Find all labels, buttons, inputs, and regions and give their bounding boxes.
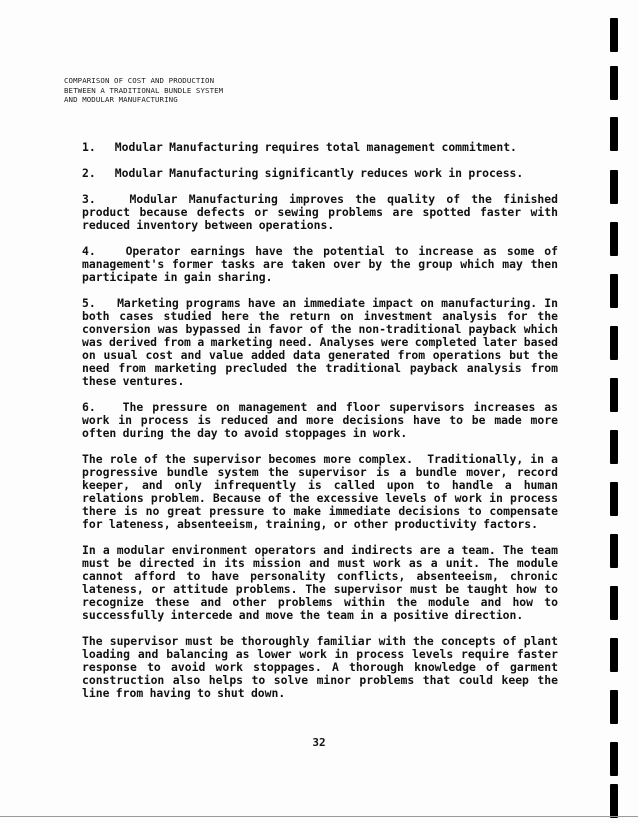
paragraph-lead-sentence: The role of the supervisor becomes more complex. bbox=[82, 452, 413, 466]
header-line-3: AND MODULAR MANUFACTURING bbox=[64, 95, 178, 105]
edge-mark bbox=[610, 534, 618, 568]
paragraph-text: In a modular environment operators and indirects are a team. The team must be directed in its mission and must work as a unit. The module cannot afford to have personality conflicts, absenteeism, chronic lateness, or attitude problems. The supervisor must be taught how to recognize these and other problems within the module and how to successfully intercede and move the team in a positive direction. bbox=[82, 543, 558, 622]
item-text: The pressure on management and floor supervisors increases as work in process is reduced and more decisions have to be made more often during the day to avoid stoppages in work. bbox=[82, 400, 558, 440]
numbered-item-1 bbox=[82, 141, 558, 154]
document-body bbox=[82, 141, 558, 712]
numbered-item-2 bbox=[82, 167, 558, 180]
numbered-item-3 bbox=[82, 193, 558, 232]
item-number: 3. bbox=[82, 192, 96, 206]
edge-mark bbox=[610, 378, 618, 412]
item-number: 6. bbox=[82, 400, 96, 414]
edge-mark bbox=[610, 222, 618, 256]
edge-mark bbox=[610, 326, 618, 360]
numbered-item-4 bbox=[82, 245, 558, 284]
scan-edge-marks bbox=[610, 0, 622, 823]
paragraph-text: Traditionally, in a progressive bundle system the supervisor is a bundle mover, record keeper, and only infrequently is called upon to handle a human relations problem. Because of the excessive levels of work in process there is no great pressure to make immediate decisions to compensate for lateness, absenteeism, training, or other productivity factors. bbox=[82, 452, 558, 531]
paragraph-supervisor-role bbox=[82, 453, 558, 531]
paragraph-supervisor-knowledge bbox=[82, 635, 558, 700]
numbered-item-6 bbox=[82, 401, 558, 440]
item-number: 4. bbox=[82, 244, 96, 258]
edge-mark bbox=[610, 117, 618, 151]
item-number: 5. bbox=[82, 296, 96, 310]
edge-mark bbox=[610, 18, 618, 52]
document-header bbox=[64, 76, 223, 105]
paragraph-modular-team bbox=[82, 544, 558, 622]
header-line-1: COMPARISON OF COST AND PRODUCTION bbox=[64, 76, 215, 85]
item-number: 1. bbox=[82, 140, 96, 154]
page-bottom-edge bbox=[0, 816, 638, 817]
page-number: 32 bbox=[312, 736, 326, 749]
edge-mark bbox=[610, 274, 618, 308]
header-line-2: BETWEEN A TRADITIONAL BUNDLE SYSTEM bbox=[64, 85, 224, 95]
item-text: Modular Manufacturing significantly reduces work in process. bbox=[114, 166, 524, 180]
edge-mark bbox=[610, 430, 618, 464]
item-text: Modular Manufacturing requires total management commitment. bbox=[114, 140, 517, 154]
edge-mark bbox=[610, 638, 618, 672]
edge-mark bbox=[610, 784, 618, 818]
edge-mark bbox=[610, 586, 618, 620]
edge-mark bbox=[610, 66, 618, 100]
item-text: Modular Manufacturing improves the quality of the finished product because defects or sewing problems are spotted faster with reduced inventory between operations. bbox=[82, 192, 559, 232]
numbered-item-5 bbox=[82, 297, 558, 388]
paragraph-text: The supervisor must be thoroughly familiar with the concepts of plant loading and balancing as lower work in process levels require faster response to avoid work stoppages. A thorough knowledge of garment construction also helps to solve minor problems that could keep the line from having to shut down. bbox=[82, 634, 558, 700]
item-text: Marketing programs have an immediate impact on manufacturing. In both cases studied here the return on investment analysis for the conversion was bypassed in favor of the non-traditional payback which was derived from a marketing need. Analyses were completed later based on usual cost and value added data generated from operations but the need from marketing precluded the traditional payback analysis from these ventures. bbox=[82, 296, 558, 388]
edge-mark bbox=[610, 690, 618, 724]
edge-mark bbox=[610, 170, 618, 204]
edge-mark bbox=[610, 482, 618, 516]
edge-mark bbox=[610, 742, 618, 776]
item-text: Operator earnings have the potential to increase as some of management's former tasks are taken over by the group which may then participate in gain sharing. bbox=[82, 244, 559, 284]
item-number: 2. bbox=[82, 166, 96, 180]
